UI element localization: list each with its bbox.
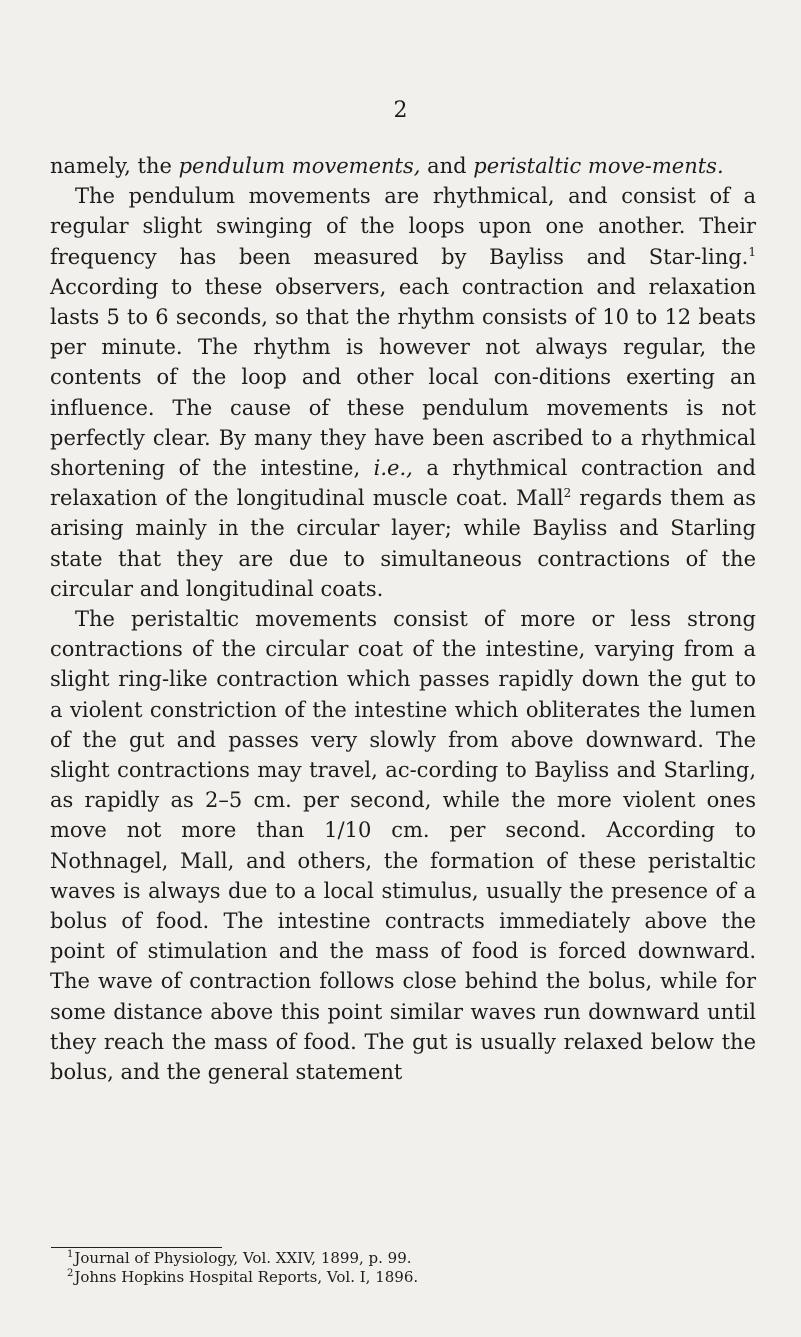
page-number: 2	[393, 98, 408, 123]
body-text	[50, 151, 756, 1087]
footnote-mark-2: 2	[67, 1267, 74, 1279]
paragraph-2-text-b: According to these observers, each contraction and relaxation lasts 5 to 6 seconds, so that the rhythm consists of 10 to 12 beats per minute. The rhythm is however not always regular, the contents of the loop and other local con-ditions exerting an influence. The cause of these pendulum movements is not perfectly clear. By many they have been ascribed to a rhythmical shortening of the intestine,	[50, 274, 756, 481]
paragraph-3	[50, 604, 756, 1087]
term-peristaltic-movements: peristaltic move-ments.	[473, 154, 724, 178]
footnote-separator	[51, 1247, 222, 1248]
paragraph-2-text-c: a rhythmical contraction and relaxation of the longitudinal muscle coat. Mall	[50, 456, 756, 511]
paragraph-1-text-b: and	[420, 154, 474, 178]
footnote-text-2: Johns Hopkins Hospital Reports, Vol. I, 1896.	[74, 1267, 419, 1286]
paragraph-2-text-d: regards them as arising mainly in the circular layer; while Bayliss and Starling state that they are due to simultaneous contractions of the circular and longitudinal coats.	[50, 486, 756, 601]
footnote-2	[67, 1268, 757, 1287]
footnote-ref-1: 1	[748, 244, 756, 259]
footnote-text-1: Journal of Physiology, Vol. XXIV, 1899, p. 99.	[74, 1249, 412, 1267]
paragraph-2	[50, 181, 756, 604]
abbreviation-ie: i.e.,	[373, 456, 413, 481]
footnote-1	[67, 1249, 757, 1268]
paragraph-1-text-a: namely, the	[50, 154, 179, 178]
footnote-ref-2: 2	[563, 486, 572, 501]
footnotes	[67, 1249, 757, 1286]
footnote-mark-1: 1	[67, 1249, 74, 1260]
paragraph-2-text-a: The pendulum movements are rhythmical, and consist of a regular slight swinging of the loops upon one another. Their frequency has been measured by Bayliss and Star-ling.	[50, 184, 756, 269]
term-pendulum-movements: pendulum movements,	[178, 154, 421, 178]
paragraph-3-text: The peristaltic movements consist of more or less strong contractions of the circular coat of the intestine, varying from a slight ring-like contraction which passes rapidly down the gut to a violent constriction of the intestine which obliterates the lumen of the gut and passes very slowly from above downward. The slight contractions may travel, ac-cording to Bayliss and Starling, as rapidly as 2–5 cm. per second, while the more violent ones move not more than 1/10 cm. per second. According to Nothnagel, Mall, and others, the formation of these peristaltic waves is always due to a local stimulus, usually the presence of a bolus of food. The intestine contracts immediately above the point of stimulation and the mass of food is forced downward. The wave of contraction follows close behind the bolus, while for some distance above this point similar waves run downward until they reach the mass of food. The gut is usually relaxed below the bolus, and the general statement	[50, 607, 756, 1085]
paragraph-1	[50, 151, 756, 181]
